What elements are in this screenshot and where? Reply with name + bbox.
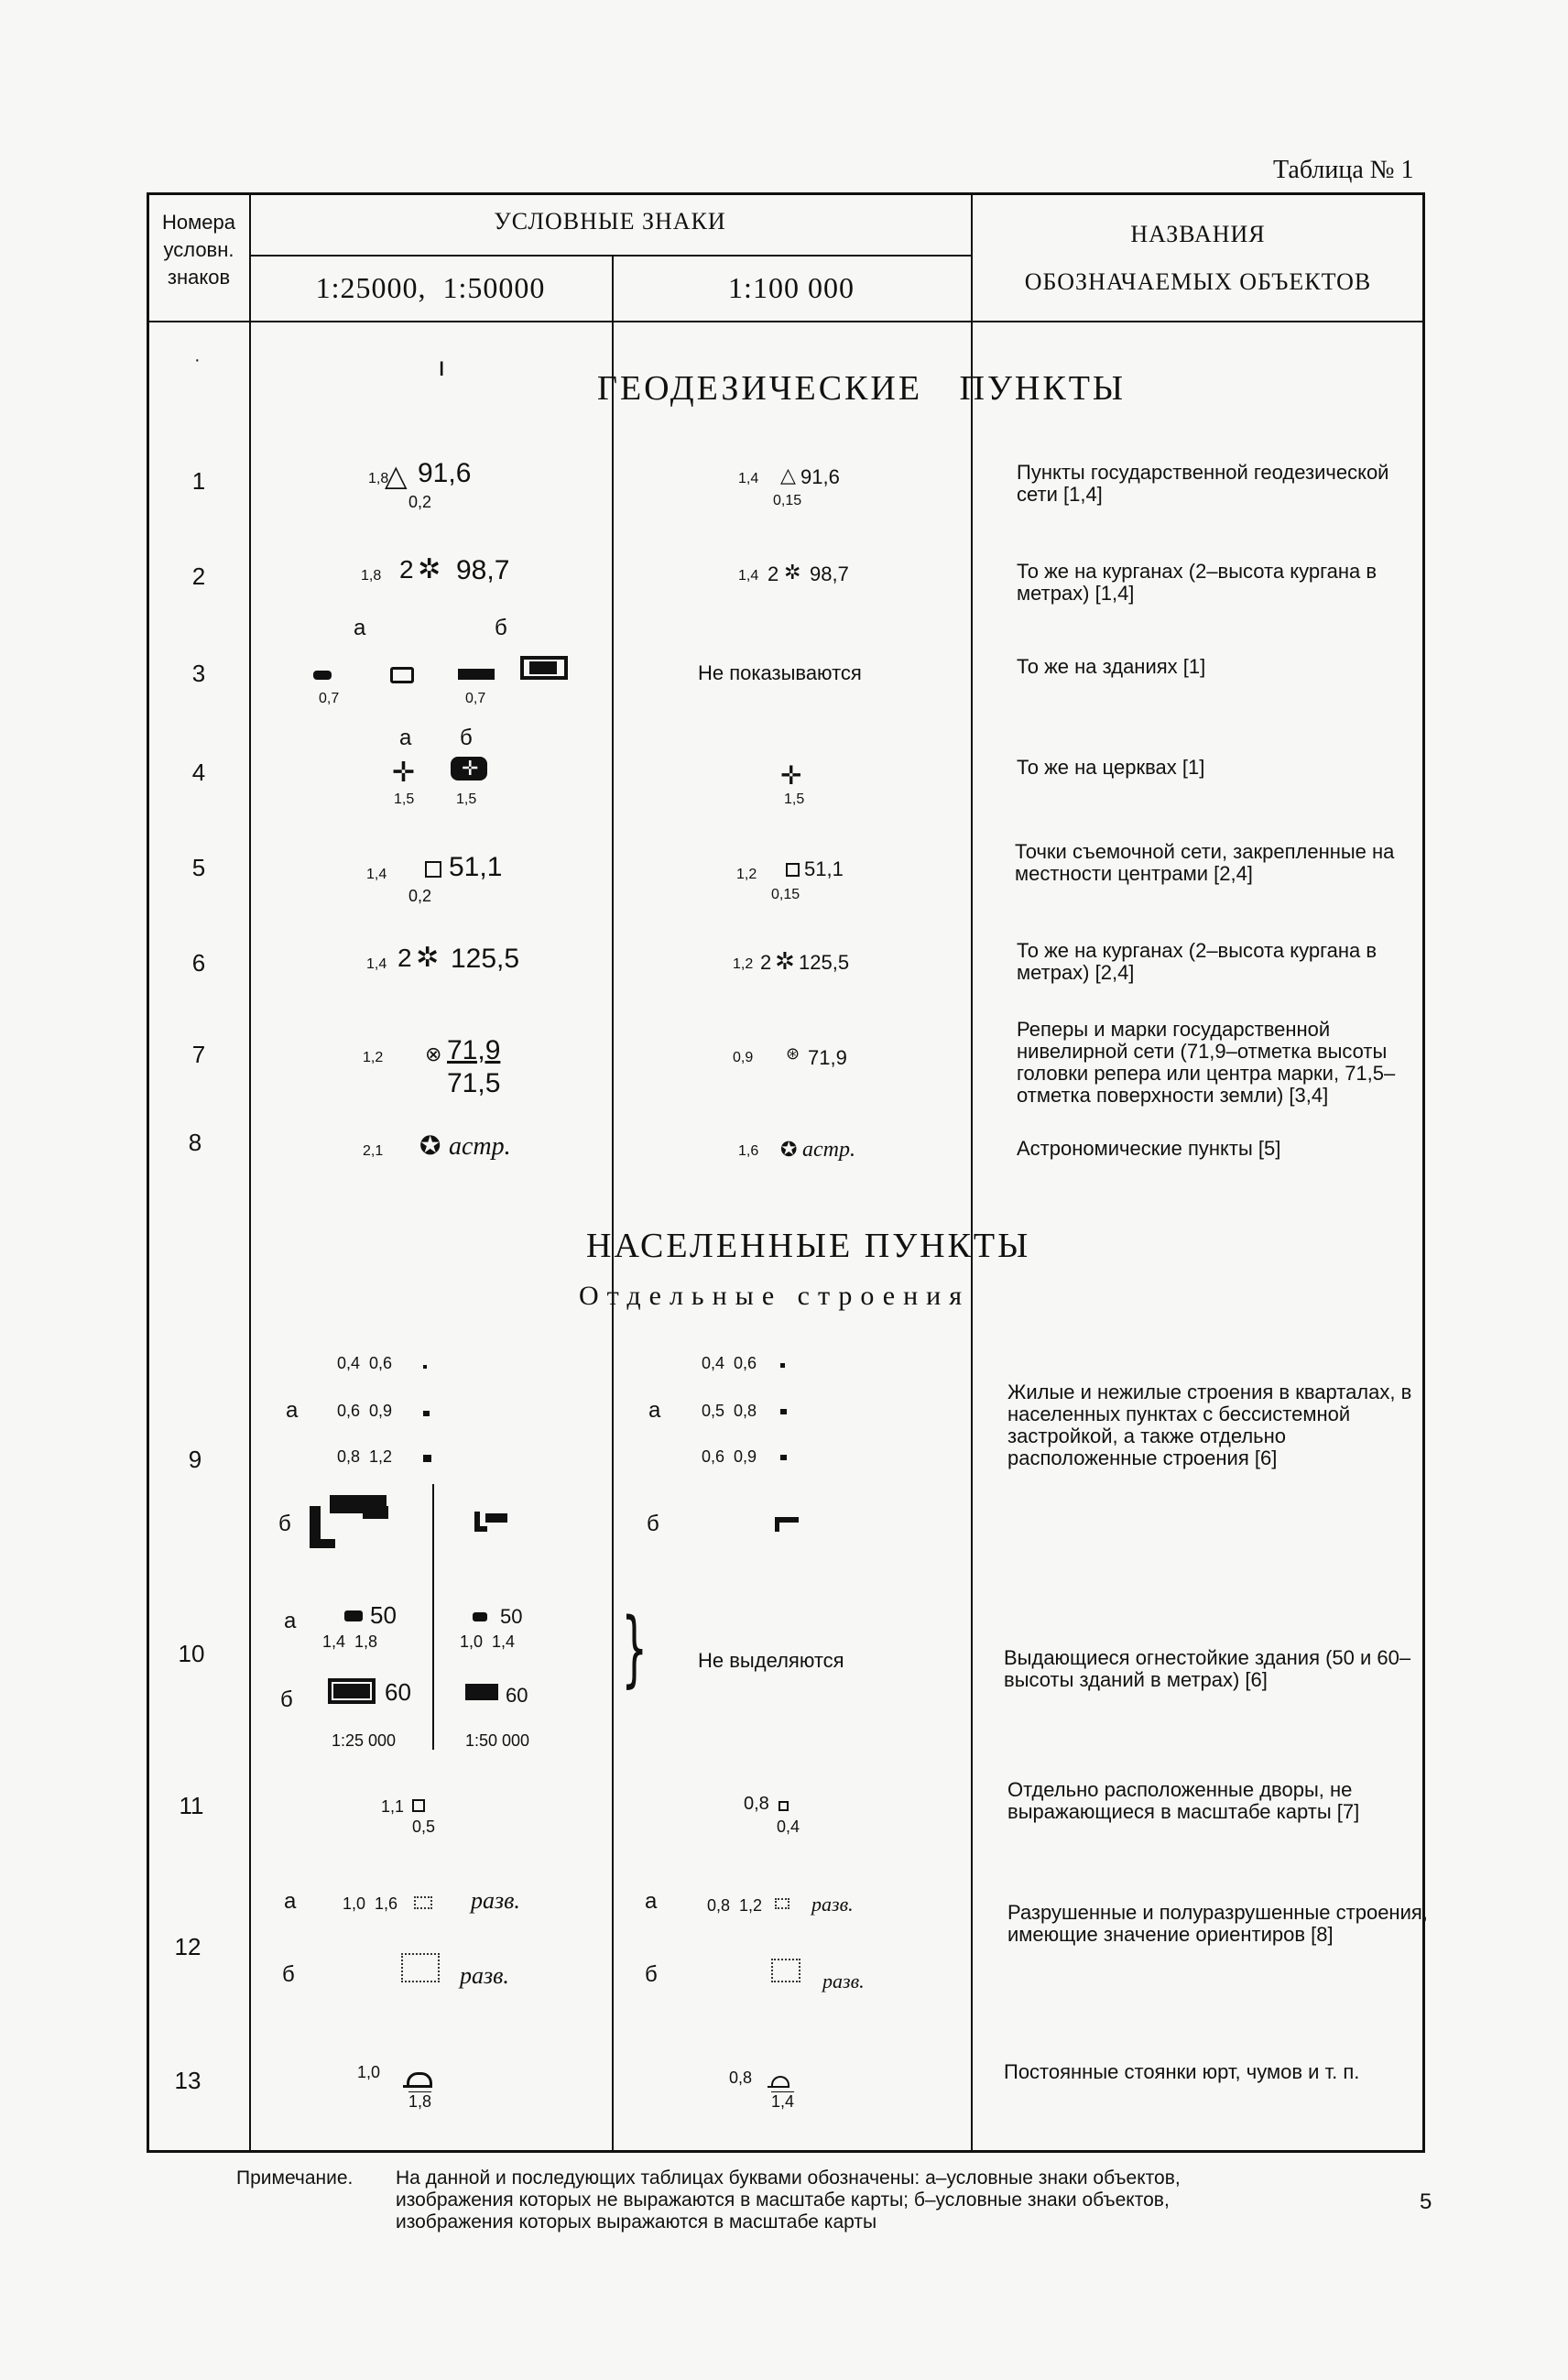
variant-a-label: а	[354, 616, 366, 640]
row-number: 5	[191, 854, 206, 881]
building-point-icon	[458, 669, 495, 680]
astronomical-label: астр.	[802, 1138, 855, 1162]
symbol-size: 1,0	[357, 2063, 381, 2081]
symbol-size: 1,5	[394, 792, 415, 807]
variant-a-label: а	[286, 1398, 299, 1423]
symbol-size: 1,1	[381, 1797, 405, 1816]
fireproof-building-icon	[465, 1684, 498, 1700]
ruin-label: разв.	[460, 1962, 509, 1989]
yurt-icon	[403, 2085, 432, 2088]
not-highlighted-text: Не выделяются	[698, 1649, 844, 1672]
symbol-subsize: 1,4	[771, 2092, 795, 2111]
not-shown-text: Не показываются	[698, 661, 862, 684]
fireproof-building-icon	[344, 1610, 363, 1621]
header-sub-divider	[249, 255, 971, 257]
symbol-size: 2,1	[363, 1143, 384, 1159]
row-number: 8	[188, 1129, 202, 1156]
header-scale-large: 1:25000, 1:50000	[315, 271, 546, 304]
section-buildings: Отдельные строения	[579, 1281, 971, 1311]
symbol-size: 1,4	[738, 568, 759, 584]
building-height: 50	[370, 1601, 397, 1629]
row-description: Выдающиеся огнестойкие здания (50 и 60–высоты зданий в метрах) [6]	[1004, 1646, 1411, 1691]
kurgan-prefix: 2	[397, 944, 412, 972]
row-description: Постоянные стоянки юрт, чумов и т. п.	[1004, 2060, 1360, 2083]
row-number: 13	[174, 2067, 201, 2094]
scale-label: 1:50 000	[465, 1731, 530, 1750]
building-block-icon	[310, 1539, 335, 1548]
building-point-icon	[529, 661, 557, 674]
ruin-label: разв.	[811, 1893, 854, 1916]
elevation-value: 91,6	[418, 458, 472, 488]
fireproof-building-icon	[473, 1612, 487, 1621]
row-description: Реперы и марки государственной нивелирной сети (71,9–отметка высоты головки репера или центра марки, 71,5–отметка поверхности земли) [3,4]	[1017, 1018, 1396, 1107]
header-bottom-line	[147, 321, 1425, 322]
dot-marker: ·	[194, 350, 201, 370]
elevation-value: 91,6	[800, 465, 840, 488]
survey-point-icon	[786, 863, 800, 877]
astronomical-star-icon: ✪	[780, 1138, 798, 1161]
symbol-size: 0,7	[465, 691, 486, 706]
row-description: То же на курганах (2–высота кургана в метрах) [1,4]	[1017, 560, 1377, 605]
note-text: изображения которых выражаются в масштабе карты	[396, 2211, 877, 2233]
variant-b-label: б	[495, 616, 507, 640]
yard-icon	[779, 1801, 789, 1811]
symbol-size: 1,6	[738, 1143, 759, 1159]
building-height: 60	[385, 1678, 411, 1706]
symbol-size: 1,4	[366, 867, 387, 882]
row-description: То же на зданиях [1]	[1017, 655, 1206, 678]
row-number: 1	[191, 467, 206, 495]
note-text: На данной и последующих таблицах буквами обозначены: а–условные знаки объектов,	[396, 2167, 1181, 2189]
building-dimensions: 1,0 1,4	[460, 1632, 516, 1651]
row-number: 9	[188, 1446, 202, 1473]
row-number: 7	[191, 1041, 206, 1068]
triangle-icon: △	[385, 459, 408, 492]
building-dimensions: 1,0 1,6	[343, 1894, 398, 1913]
row-number: 6	[191, 949, 206, 977]
header-scale-small: 1:100 000	[728, 271, 855, 304]
ground-height: 71,5	[447, 1068, 501, 1098]
ruined-building-icon	[775, 1898, 789, 1909]
page-number: 5	[1420, 2189, 1432, 2214]
symbol-size: 0,8	[744, 1794, 769, 1814]
variant-b-label: б	[460, 726, 473, 750]
header-number-col: Номера условн. знаков	[162, 211, 235, 289]
building-point-icon	[313, 671, 332, 680]
kurgan-survey-icon: ✲	[775, 947, 795, 975]
symbol-subsize: 0,5	[412, 1818, 436, 1836]
symbol-size: 1,8	[368, 471, 389, 486]
symbol-subsize: 1,8	[408, 2092, 432, 2111]
kurgan-prefix: 2	[760, 951, 772, 974]
building-dimensions: 0,4 0,6	[337, 1354, 393, 1372]
building-block-icon	[775, 1517, 799, 1523]
col-divider-scales	[612, 255, 614, 2153]
row-number: 10	[178, 1640, 205, 1667]
symbol-size: 0,8	[729, 2069, 753, 2087]
benchmark-height: 71,9	[447, 1035, 501, 1065]
building-dimensions: 1,4 1,8	[322, 1632, 378, 1651]
variant-a-label: а	[284, 1609, 297, 1633]
header-names-line1: НАЗВАНИЯ	[1130, 221, 1266, 247]
survey-point-icon	[425, 861, 441, 878]
table-label: Таблица № 1	[1273, 156, 1414, 184]
building-point-icon	[390, 667, 414, 683]
church-cross-icon: ✛	[780, 761, 802, 790]
variant-a-label: а	[648, 1398, 661, 1423]
symbol-size: 1,4	[366, 956, 387, 972]
building-icon	[780, 1455, 787, 1460]
row-number: 11	[179, 1792, 204, 1819]
benchmark-icon: ⊗	[425, 1043, 442, 1065]
building-dimensions: 0,6 0,9	[337, 1402, 393, 1420]
elevation-value: 51,1	[804, 857, 844, 880]
variant-b-label: б	[647, 1512, 659, 1536]
note-text: изображения которых не выражаются в масштабе карты; б–условные знаки объектов,	[396, 2189, 1170, 2211]
section-settlements: НАСЕЛЕННЫЕ ПУНКТЫ	[586, 1227, 1031, 1265]
building-block-icon	[363, 1506, 388, 1519]
church-cross-icon: ✛	[392, 758, 416, 788]
row-description: Жилые и нежилые строения в кварталах, в населенных пунктах с бессистемной застройкой, а также отдельно расположенные строения [6]	[1007, 1381, 1412, 1469]
variant-b-label: б	[282, 1962, 295, 1987]
building-block-icon	[474, 1526, 487, 1532]
note-label: Примечание.	[236, 2167, 354, 2189]
variant-a-label: а	[399, 726, 412, 750]
benchmark-height: 71,9	[808, 1046, 847, 1069]
building-icon	[780, 1409, 787, 1414]
row-description: Точки съемочной сети, закрепленные на местности центрами [2,4]	[1015, 840, 1395, 885]
symbol-size: 0,7	[319, 691, 340, 706]
symbol-subsize: 0,2	[408, 887, 432, 905]
row-number: 2	[191, 562, 206, 590]
kurgan-triangle-icon: ✲	[418, 554, 441, 584]
kurgan-survey-icon: ✲	[416, 943, 440, 973]
building-dimensions: 0,5 0,8	[702, 1402, 757, 1420]
row-description: Пункты государственной геодезической сети [1,4]	[1017, 461, 1389, 506]
elevation-value: 125,5	[451, 944, 520, 974]
ruined-building-icon	[771, 1959, 800, 1982]
symbol-size: 1,5	[456, 792, 477, 807]
triangle-icon: △	[780, 464, 796, 486]
row-number: 3	[191, 660, 206, 687]
symbol-size: 1,2	[363, 1050, 384, 1065]
yurt-icon	[407, 2072, 432, 2086]
building-height: 60	[506, 1684, 528, 1707]
building-dimensions: 0,4 0,6	[702, 1354, 757, 1372]
row-number: 12	[174, 1933, 201, 1960]
symbol-size: 0,9	[733, 1050, 754, 1065]
row-description: Отдельно расположенные дворы, не выражающиеся в масштабе карты [7]	[1007, 1778, 1360, 1823]
kurgan-prefix: 2	[768, 562, 779, 585]
col-divider-number	[249, 192, 251, 2153]
variant-a-label: а	[284, 1889, 297, 1914]
row-number: 4	[191, 759, 206, 786]
astronomical-label: астр.	[449, 1132, 511, 1161]
scale-divider	[432, 1484, 434, 1750]
yard-icon	[412, 1799, 425, 1812]
variant-b-label: б	[280, 1687, 293, 1712]
symbol-size: 1,2	[733, 956, 754, 972]
ruin-label: разв.	[822, 1970, 865, 1992]
symbol-subsize: 0,4	[777, 1818, 800, 1836]
col-divider-names	[971, 192, 973, 2153]
elevation-value: 98,7	[456, 555, 510, 585]
header-names-line2: ОБОЗНАЧАЕМЫХ ОБЪЕКТОВ	[1024, 268, 1372, 295]
building-dimensions: 0,8 1,2	[337, 1447, 393, 1466]
symbol-size: 1,4	[738, 471, 759, 486]
elevation-value: 51,1	[449, 852, 503, 882]
kurgan-prefix: 2	[399, 555, 414, 584]
yurt-icon	[768, 2086, 789, 2088]
variant-b-label: б	[278, 1512, 291, 1536]
building-icon	[423, 1365, 427, 1369]
benchmark-icon: ⊛	[786, 1044, 800, 1063]
header-symbols: УСЛОВНЫЕ ЗНАКИ	[494, 208, 726, 235]
building-icon	[423, 1455, 431, 1462]
section-geodetic: ГЕОДЕЗИЧЕСКИЕ ПУНКТЫ	[597, 369, 1127, 408]
building-height: 50	[500, 1605, 523, 1628]
symbol-subsize: 0,15	[771, 887, 800, 902]
symbol-size: 1,2	[736, 867, 757, 882]
row-description: То же на курганах (2–высота кургана в метрах) [2,4]	[1017, 939, 1377, 984]
building-block-icon	[485, 1513, 507, 1523]
ruined-building-icon	[401, 1953, 440, 1982]
building-icon	[780, 1363, 785, 1368]
symbol-size: 1,5	[784, 792, 805, 807]
church-cross-icon: ✛	[462, 757, 479, 780]
fireproof-building-icon	[333, 1684, 370, 1698]
building-dimensions: 0,6 0,9	[702, 1447, 757, 1466]
variant-a-label: а	[645, 1889, 658, 1914]
ruin-label: разв.	[471, 1887, 520, 1914]
ruined-building-icon	[414, 1896, 432, 1909]
brace-icon: }	[621, 1600, 648, 1697]
symbol-subsize: 0,2	[408, 493, 432, 511]
symbol-subsize: 0,15	[773, 493, 802, 508]
elevation-value: 98,7	[810, 562, 849, 585]
variant-b-label: б	[645, 1962, 658, 1987]
elevation-value: 125,5	[799, 951, 850, 974]
building-icon	[423, 1411, 430, 1416]
row-description: Астрономические пункты [5]	[1017, 1137, 1281, 1160]
scale-label: 1:25 000	[332, 1731, 397, 1750]
row-description: Разрушенные и полуразрушенные строения, имеющие значение ориентиров [8]	[1007, 1901, 1428, 1946]
kurgan-triangle-icon: ✲	[784, 561, 801, 584]
tick-marker: ı	[438, 352, 446, 382]
symbol-size: 1,8	[361, 568, 382, 584]
building-dimensions: 0,8 1,2	[707, 1896, 763, 1915]
astronomical-star-icon: ✪	[419, 1131, 441, 1160]
row-description: То же на церквах [1]	[1017, 756, 1205, 779]
